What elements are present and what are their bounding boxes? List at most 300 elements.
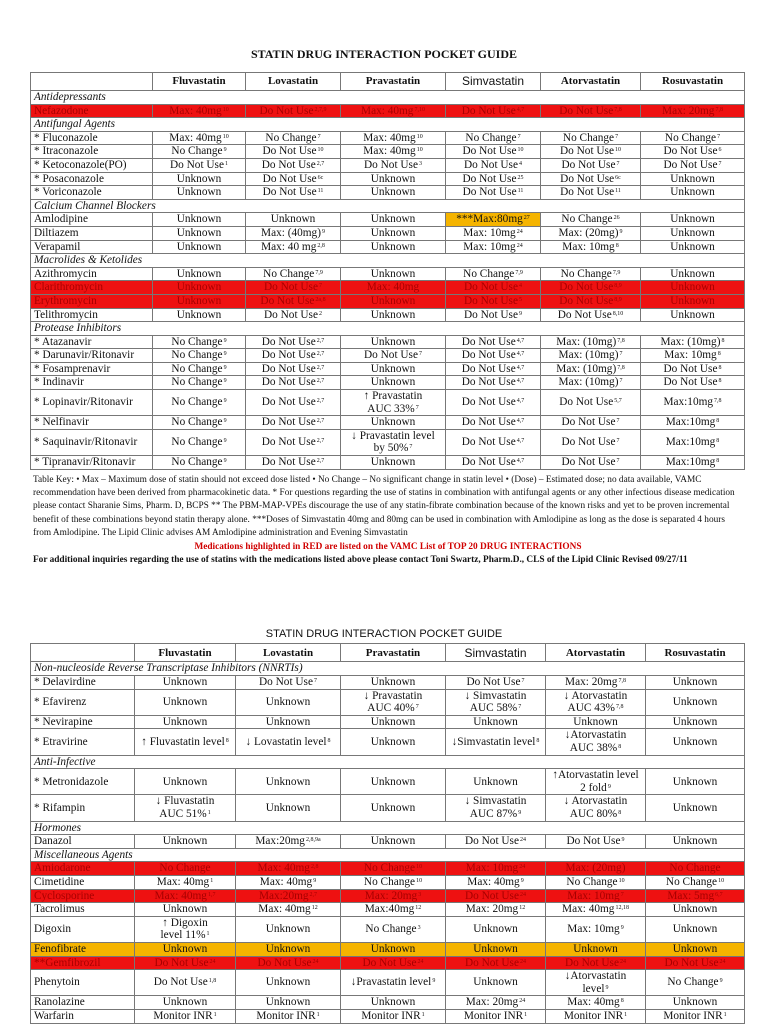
- reference-number: 7: [616, 418, 620, 425]
- category-label: Antidepressants: [31, 91, 745, 105]
- reference-number: 9: [313, 877, 317, 884]
- interaction-cell: ↓ Atorvastatin AUC 43%$^{7,8}$: [546, 689, 646, 715]
- reference-number: 8: [718, 364, 722, 371]
- interaction-cell: Do Not Use$^{2,7,9}$: [246, 104, 341, 118]
- interaction-cell: Unknown: [341, 676, 446, 690]
- reference-number: 24: [519, 837, 526, 844]
- interaction-cell: No Change$^9$: [153, 416, 246, 430]
- interaction-cell: Do Not Use$^{24}$: [135, 956, 236, 970]
- drug-name: Erythromycin: [31, 294, 153, 308]
- table-row: [31, 875, 745, 889]
- reference-number: 4,7: [516, 378, 525, 385]
- reference-number: 1: [524, 1011, 528, 1018]
- header-row: [31, 644, 745, 662]
- drug-name: * Indinavir: [31, 376, 153, 390]
- table-row: [31, 889, 745, 903]
- reference-number: 8: [718, 378, 722, 385]
- interaction-cell: Unknown: [135, 715, 236, 729]
- reference-number: 8,9: [614, 283, 622, 290]
- drug-name: Warfarin: [31, 1009, 135, 1023]
- reference-number: 1: [206, 931, 210, 938]
- interaction-cell: Max: $10mg^9$: [546, 916, 646, 942]
- interaction-cell: Do Not Use$^6$: [641, 145, 745, 159]
- interaction-cell: ↓ Pravastatin AUC 40%$^7$: [341, 689, 446, 715]
- interaction-cell: Unknown: [341, 294, 446, 308]
- interaction-cell: Do Not Use$^{7,8}$: [541, 104, 641, 118]
- column-header: Fluvastatin: [135, 644, 236, 662]
- column-header: Pravastatin: [341, 73, 446, 91]
- interaction-cell: No Change$^{10}$: [646, 875, 745, 889]
- reference-number: 3: [418, 160, 422, 167]
- reference-number: 7,9: [515, 269, 523, 276]
- reference-number: 24: [209, 958, 216, 965]
- interaction-cell: Do Not Use$^3$: [341, 158, 446, 172]
- reference-number: 10: [614, 147, 621, 154]
- reference-number: 24: [519, 891, 526, 898]
- interaction-cell: Do Not Use$^{1,8}$: [135, 970, 236, 996]
- interaction-cell: Max: 40 mg$^{2,8}$: [246, 240, 341, 254]
- category-label: Antifungal Agents: [31, 118, 745, 132]
- reference-number: 7,8: [618, 678, 626, 685]
- reference-number: 27: [523, 215, 530, 222]
- interaction-cell: Unknown: [646, 729, 745, 755]
- reference-number: 7: [415, 404, 419, 411]
- reference-number: 9: [620, 925, 624, 932]
- reference-number: 2,7,9: [314, 106, 327, 113]
- interaction-cell: Monitor INR$^1$: [446, 1009, 546, 1023]
- interaction-cell: Do Not Use$^{2,7}$: [246, 429, 341, 455]
- interaction-cell: Do Not Use$^9$: [446, 308, 541, 322]
- table-row: [31, 308, 745, 322]
- category-label: Anti-Infective: [31, 755, 745, 769]
- interaction-cell: Do Not Use$^4$: [446, 281, 541, 295]
- interaction-cell: Do Not Use$^7$: [246, 281, 341, 295]
- interaction-cell: Do Not Use$^{10}$: [541, 145, 641, 159]
- interaction-cell: Unknown: [341, 835, 446, 849]
- reference-number: 5,7: [614, 398, 622, 405]
- drug-name: * Atazanavir: [31, 335, 153, 349]
- reference-number: 2,7: [316, 160, 325, 167]
- interaction-cell: Max:20mg$^{2,7}$: [236, 889, 341, 903]
- reference-number: 10: [416, 147, 423, 154]
- interaction-cell: Max: 40mg$^{1,7}$: [135, 889, 236, 903]
- interaction-cell: Unknown: [341, 335, 446, 349]
- reference-number: 2a,8: [315, 296, 326, 303]
- reference-number: 11: [517, 188, 524, 195]
- table-row: [31, 186, 745, 200]
- interaction-cell: ↑ Fluvastatin level$^8$: [135, 729, 236, 755]
- reference-number: 8: [716, 458, 720, 465]
- reference-number: 9: [223, 378, 227, 385]
- reference-number: 4,7: [516, 398, 525, 405]
- interaction-cell: Do Not Use$^{8,9}$: [541, 281, 641, 295]
- interaction-cell: Max: $10mg^{24}$: [446, 226, 541, 240]
- interaction-cell: Do Not Use$^{4,7}$: [446, 104, 541, 118]
- reference-number: 9: [223, 147, 227, 154]
- table-row: [31, 376, 745, 390]
- column-header: Simvastatin: [446, 73, 541, 91]
- interaction-cell: Unknown: [641, 172, 745, 186]
- reference-number: 2: [318, 310, 322, 317]
- interaction-cell: No Change$^{7,9}$: [246, 267, 341, 281]
- category-label: Hormones: [31, 821, 745, 835]
- drug-name: Amlodipine: [31, 213, 153, 227]
- reference-number: 7: [620, 891, 624, 898]
- interaction-cell: Unknown: [341, 729, 446, 755]
- interaction-cell: Monitor INR$^1$: [646, 1009, 745, 1023]
- table-row: [31, 362, 745, 376]
- interaction-cell: Monitor INR$^1$: [236, 1009, 341, 1023]
- interaction-cell: Unknown: [236, 996, 341, 1010]
- key-text: Table Key: • Max – Maximum dose of statin should not exceed dose listed • No Change – No significant change in statin level • (Dose) – Estimated dose; no data available, VAMC recommendation have been derived from pharmacokinetic data. * For questions regarding the use of statins in combination with antifungal agents or any other infectious disease medication please contact Sharanie Sims, Pharm. D, BCPS ** The PBM-MAP-VPEs discourage the use of any statin-fibrate combination because of the known risks and yet to be proven incremental benefit of these combinations beyond statin therapy alone. ***Doses of Simvastatin 40mg and 80mg can be used in combination with Amlodipine as long as the dose is separated 4 hours from Amlodipine. The Lipid Clinic advises AM Amlodipine administration and Evening Simvastatin: [33, 474, 735, 539]
- drug-name: Cyclosporine: [31, 889, 135, 903]
- reference-number: 7: [313, 678, 317, 685]
- drug-name: Digoxin: [31, 916, 135, 942]
- interaction-cell: Do Not Use$^{10}$: [446, 145, 541, 159]
- reference-number: 12: [519, 905, 526, 912]
- interaction-cell: Do Not Use$^5$: [446, 294, 541, 308]
- header-row: [31, 73, 745, 91]
- interaction-cell: Unknown: [341, 240, 446, 254]
- reference-number: 9: [619, 228, 623, 235]
- interaction-cell: Do Not Use$^7$: [446, 676, 546, 690]
- category-row: [31, 848, 745, 862]
- interaction-cell: Do Not Use$^7$: [541, 158, 641, 172]
- interaction-cell: Unknown: [641, 267, 745, 281]
- reference-number: 11: [317, 188, 324, 195]
- interaction-cell: Max: $40mg^9$: [446, 875, 546, 889]
- reference-number: 10: [718, 877, 725, 884]
- interaction-cell: Unknown: [153, 240, 246, 254]
- drug-name: Danazol: [31, 835, 135, 849]
- interaction-cell: No Change$^{7,9}$: [541, 267, 641, 281]
- interaction-cell: $Max:10mg^8$: [641, 429, 745, 455]
- reference-number: 8: [618, 810, 622, 816]
- reference-number: 7: [415, 704, 419, 711]
- interaction-cell: Do Not Use$^2$: [246, 308, 341, 322]
- interaction-cell: No Change$^7$: [641, 131, 745, 145]
- interaction-cell: Do Not Use$^{4,7}$: [446, 376, 541, 390]
- drug-name: Azithromycin: [31, 267, 153, 281]
- reference-number: 4,7: [516, 337, 525, 344]
- interaction-cell: Max: $10mg^{24}$: [446, 240, 541, 254]
- reference-number: 6: [718, 147, 722, 154]
- drug-name: * Lopinavir/Ritonavir: [31, 390, 153, 416]
- interaction-cell: No Change$^9$: [153, 390, 246, 416]
- interaction-cell: Do Not Use$^{24}$: [341, 956, 446, 970]
- drug-name: Clarithromycin: [31, 281, 153, 295]
- table-row: [31, 862, 745, 876]
- interaction-cell: Do Not Use$^{24}$: [446, 835, 546, 849]
- table-row: [31, 1009, 745, 1023]
- interaction-cell: Do Not Use$^7$: [541, 429, 641, 455]
- interaction-cell: Do Not Use$^4$: [446, 158, 541, 172]
- reference-number: 7,8: [714, 398, 722, 405]
- reference-number: 10: [222, 133, 229, 140]
- drug-name: Verapamil: [31, 240, 153, 254]
- interaction-cell: Max: 40mg$^{2,8}$: [236, 862, 341, 876]
- interaction-cell: Do Not Use$^{2,7}$: [246, 416, 341, 430]
- drug-name: * Etravirine: [31, 729, 135, 755]
- reference-number: 2,8,9a: [305, 837, 321, 844]
- interaction-cell: No Change$^{26}$: [541, 213, 641, 227]
- interaction-cell: Max: $40mg^{12}$: [236, 903, 341, 917]
- drug-name: Tacrolimus: [31, 903, 135, 917]
- interaction-cell: Unknown: [341, 172, 446, 186]
- reference-number: 9: [518, 810, 522, 816]
- column-header: Atorvastatin: [546, 644, 646, 662]
- reference-number: 8: [536, 737, 540, 744]
- interaction-cell: Do Not Use$^9$: [546, 835, 646, 849]
- interaction-cell: Unknown: [641, 240, 745, 254]
- drug-name: Nefazodone: [31, 104, 153, 118]
- reference-number: 7: [616, 458, 620, 465]
- table-row: [31, 349, 745, 363]
- table-row: [31, 970, 745, 996]
- category-row: [31, 755, 745, 769]
- reference-number: 1: [421, 1011, 425, 1018]
- reference-number: 4: [518, 283, 522, 290]
- reference-number: 4,7: [516, 418, 525, 425]
- interaction-cell: Do Not Use$^{4,7}$: [446, 362, 541, 376]
- reference-number: 6c: [615, 174, 621, 181]
- interaction-cell: Max: $(40mg)^9$: [246, 226, 341, 240]
- interaction-cell: Monitor INR$^1$: [135, 1009, 236, 1023]
- interaction-cell: No Change: [135, 862, 236, 876]
- table-row: [31, 267, 745, 281]
- reference-number: 8: [716, 438, 720, 445]
- reference-number: 9: [607, 783, 611, 790]
- category-row: [31, 254, 745, 268]
- drug-name: * Voriconazole: [31, 186, 153, 200]
- table-row: [31, 172, 745, 186]
- interaction-cell: $Max:20mg^{2,8,9a}$: [236, 835, 341, 849]
- reference-number: 6,7: [715, 891, 723, 898]
- interaction-cell: ↓ Fluvastatin AUC 51%$^1$: [135, 795, 236, 821]
- reference-number: 25: [517, 174, 524, 181]
- interaction-cell: Unknown: [446, 970, 546, 996]
- interaction-cell: Unknown: [641, 186, 745, 200]
- category-label: Non-nucleoside Reverse Transcriptase Inhibitors (NNRTIs): [31, 662, 745, 676]
- interaction-cell: No Change$^9$: [153, 335, 246, 349]
- interaction-cell: Unknown: [646, 676, 745, 690]
- interaction-cell: Do Not Use$^{6c}$: [246, 172, 341, 186]
- interaction-cell: Unknown: [646, 715, 745, 729]
- table-row: [31, 294, 745, 308]
- reference-number: 7: [521, 678, 525, 685]
- interaction-cell: Do Not Use$^{2,7}$: [246, 349, 341, 363]
- interaction-cell: Unknown: [236, 689, 341, 715]
- interaction-cell: Unknown: [153, 213, 246, 227]
- interaction-cell: ↓Pravastatin level$^9$: [341, 970, 446, 996]
- interaction-cell: Max: 40mg: [341, 281, 446, 295]
- interaction-cell: No Change$^7$: [446, 131, 541, 145]
- interaction-cell: Do Not Use$^{2,7}$: [246, 362, 341, 376]
- table-row: [31, 795, 745, 821]
- interaction-cell: Unknown: [341, 308, 446, 322]
- reference-number: 24: [719, 958, 726, 965]
- reference-number: 2,7: [316, 337, 325, 344]
- column-header: Rosuvastatin: [646, 644, 745, 662]
- interaction-cell: Unknown: [341, 996, 446, 1010]
- reference-number: 10: [317, 147, 324, 154]
- table-row: [31, 729, 745, 755]
- interaction-cell: Max: 40mg$^{7,10}$: [341, 104, 446, 118]
- interaction-cell: ↓ Pravastatin level by 50%$^7$: [341, 429, 446, 455]
- interaction-cell: Unknown: [135, 676, 236, 690]
- interaction-cell: Unknown: [546, 942, 646, 956]
- drug-name: Phenytoin: [31, 970, 135, 996]
- interaction-table-1: [30, 72, 745, 470]
- interaction-cell: Unknown: [153, 308, 246, 322]
- interaction-cell: Unknown: [236, 942, 341, 956]
- interaction-cell: ↓ Lovastatin level$^8$: [236, 729, 341, 755]
- reference-number: 9: [223, 458, 227, 465]
- interaction-cell: Do Not Use$^7$: [541, 456, 641, 470]
- reference-number: 24: [516, 228, 523, 235]
- drug-name: * Metronidazole: [31, 769, 135, 795]
- guide-title: STATIN DRUG INTERACTION POCKET GUIDE: [250, 47, 518, 61]
- table-row: [31, 104, 745, 118]
- table-row: [31, 281, 745, 295]
- interaction-cell: Max: 20mg$^{7,8}$: [641, 104, 745, 118]
- interaction-cell: Do Not Use$^{11}$: [541, 186, 641, 200]
- interaction-cell: Max: $(10mg)^7$: [541, 376, 641, 390]
- reference-number: 2,7: [316, 351, 325, 358]
- interaction-cell: Do Not Use$^8$: [641, 376, 745, 390]
- interaction-cell: Max: (20mg): [546, 862, 646, 876]
- reference-number: 7: [718, 160, 722, 167]
- drug-name: * Ketoconazole(PO): [31, 158, 153, 172]
- table-row: [31, 335, 745, 349]
- interaction-cell: No Change$^7$: [541, 131, 641, 145]
- interaction-cell: Max: 40mg$^{12,18}$: [546, 903, 646, 917]
- interaction-cell: $Max:10mg^8$: [641, 416, 745, 430]
- reference-number: 24: [619, 958, 626, 965]
- interaction-cell: Unknown: [446, 916, 546, 942]
- interaction-cell: Unknown: [135, 903, 236, 917]
- interaction-cell: No Change$^9$: [153, 429, 246, 455]
- reference-number: 8,9: [614, 296, 622, 303]
- interaction-cell: Do Not Use$^{4,7}$: [446, 416, 541, 430]
- reference-number: 7: [409, 444, 413, 451]
- reference-number: 12: [415, 905, 422, 912]
- table-row: [31, 456, 745, 470]
- reference-number: 9: [223, 351, 227, 358]
- interaction-cell: Do Not Use$^{4,7}$: [446, 390, 541, 416]
- interaction-cell: Do Not Use$^{5,7}$: [541, 390, 641, 416]
- interaction-cell: No Change: [646, 862, 745, 876]
- interaction-cell: Unknown: [153, 186, 246, 200]
- reference-number: 7: [717, 133, 721, 140]
- reference-number: 9: [605, 984, 609, 991]
- reference-number: 6c: [317, 174, 324, 181]
- reference-number: 8: [620, 998, 624, 1005]
- column-header: Pravastatin: [341, 644, 446, 662]
- interaction-cell: ↑ Digoxin level 11%$^1$: [135, 916, 236, 942]
- reference-number: 24: [312, 958, 319, 965]
- interaction-cell: Max: $(10mg)^7$: [541, 349, 641, 363]
- reference-number: 7: [318, 283, 322, 290]
- interaction-cell: Unknown: [546, 715, 646, 729]
- interaction-cell: Do Not Use$^{6c}$: [541, 172, 641, 186]
- reference-number: 8: [615, 242, 619, 249]
- interaction-cell: Unknown: [341, 715, 446, 729]
- interaction-cell: Unknown: [641, 308, 745, 322]
- column-header-blank: [31, 73, 153, 91]
- reference-number: 7: [518, 704, 522, 711]
- drug-name: * Darunavir/Ritonavir: [31, 349, 153, 363]
- table-row: [31, 903, 745, 917]
- interaction-cell: Unknown: [341, 376, 446, 390]
- category-row: [31, 118, 745, 132]
- drug-name: Telithromycin: [31, 308, 153, 322]
- reference-number: 7,8: [615, 704, 624, 711]
- interaction-cell: $Max:40mg^{12}$: [341, 903, 446, 917]
- reference-number: 5: [518, 296, 522, 303]
- interaction-cell: Unknown: [236, 916, 341, 942]
- interaction-cell: Do Not Use$^{2,7}$: [246, 335, 341, 349]
- interaction-cell: Max: $10mg^8$: [641, 349, 745, 363]
- reference-number: 7: [616, 160, 620, 167]
- drug-name: **Gemfibrozil: [31, 956, 135, 970]
- reference-number: 7: [619, 378, 623, 385]
- table-key: [33, 474, 743, 568]
- interaction-cell: Do Not Use$^{10}$: [246, 145, 341, 159]
- table-row: [31, 942, 745, 956]
- drug-name: * Nevirapine: [31, 715, 135, 729]
- interaction-cell: Unknown: [153, 267, 246, 281]
- interaction-cell: Unknown: [646, 795, 745, 821]
- interaction-cell: No Change$^9$: [153, 349, 246, 363]
- interaction-cell: Do Not Use$^{25}$: [446, 172, 541, 186]
- reference-number: 4,7: [516, 438, 525, 445]
- interaction-cell: Do Not Use$^{2,7}$: [246, 456, 341, 470]
- interaction-cell: Unknown: [341, 186, 446, 200]
- reference-number: 2,8: [310, 864, 319, 871]
- table-row: [31, 416, 745, 430]
- interaction-cell: Unknown: [341, 267, 446, 281]
- interaction-cell: Unknown: [341, 795, 446, 821]
- category-label: Calcium Channel Blockers: [31, 199, 745, 213]
- category-row: [31, 662, 745, 676]
- interaction-cell: Max: $(20mg)^9$: [541, 226, 641, 240]
- reference-number: 24: [519, 864, 526, 871]
- reference-number: 7,8: [617, 364, 625, 371]
- interaction-cell: Do Not Use$^{24}$: [236, 956, 341, 970]
- reference-number: 2,7: [309, 891, 318, 898]
- reference-number: 24: [417, 958, 424, 965]
- reference-number: 4,7: [516, 351, 525, 358]
- interaction-cell: Unknown: [153, 281, 246, 295]
- interaction-cell: Unknown: [646, 996, 745, 1010]
- reference-number: 11: [615, 188, 621, 195]
- interaction-cell: Unknown: [646, 689, 745, 715]
- drug-name: * Fosamprenavir: [31, 362, 153, 376]
- reference-number: 10: [416, 877, 423, 884]
- interaction-cell: Max: 20mg$^{7,8}$: [546, 676, 646, 690]
- column-header: Lovastatin: [236, 644, 341, 662]
- table-row: [31, 131, 745, 145]
- interaction-cell: ↓ Atorvastatin AUC 80%$^8$: [546, 795, 646, 821]
- reference-number: 10: [517, 147, 524, 154]
- reference-number: 10: [416, 864, 423, 871]
- reference-number: 1: [624, 1011, 628, 1018]
- reference-number: 10: [222, 106, 229, 113]
- interaction-cell: Unknown: [153, 172, 246, 186]
- interaction-cell: Unknown: [646, 903, 745, 917]
- drug-name: Ranolazine: [31, 996, 135, 1010]
